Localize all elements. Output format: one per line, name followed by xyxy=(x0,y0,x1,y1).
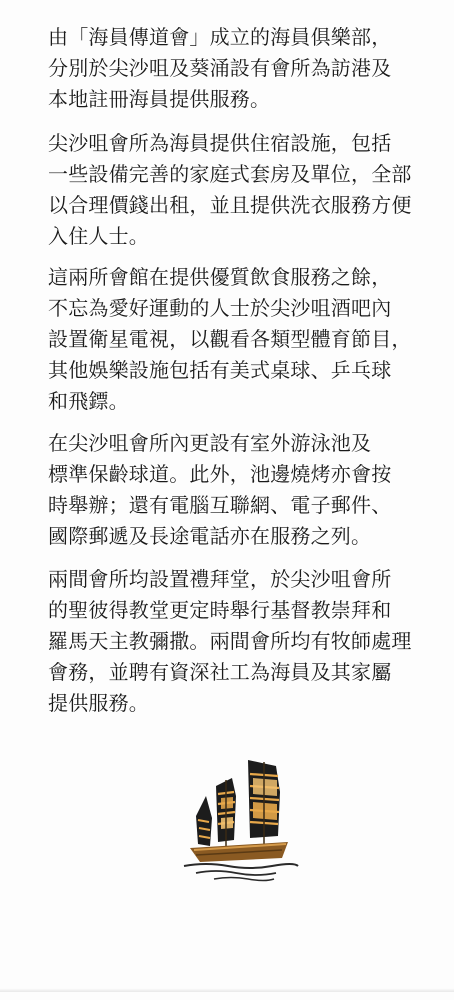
paragraph-line: 會務，並聘有資深社工為海員及其家屬 xyxy=(48,660,392,684)
paragraph-line: 在尖沙咀會所內更設有室外游泳池及 xyxy=(48,431,372,455)
paragraph-line: 這兩所會館在提供優質飲食服務之餘， xyxy=(48,265,392,289)
paragraph-5 xyxy=(48,564,420,719)
paragraph-line: 的聖彼得教堂更定時舉行基督教崇拜和 xyxy=(48,598,392,622)
paragraph-line: 其他娛樂設施包括有美式桌球、乒乓球 xyxy=(48,358,392,382)
junk-boat-icon xyxy=(176,756,306,886)
paragraph-line: 一些設備完善的家庭式套房及單位，全部 xyxy=(48,162,412,186)
paragraph-line: 入住人士。 xyxy=(48,224,149,248)
paragraph-line: 時舉辦；還有電腦互聯網、電子郵件、 xyxy=(48,493,392,517)
paragraph-line: 標準保齡球道。此外，池邊燒烤亦會按 xyxy=(48,462,392,486)
paragraph-1 xyxy=(48,22,420,115)
paragraph-line: 設置衛星電視，以觀看各類型體育節目， xyxy=(48,327,412,351)
page-edge xyxy=(0,988,454,992)
paragraph-line: 不忘為愛好運動的人士於尖沙咀酒吧內 xyxy=(48,296,392,320)
paragraph-line: 尖沙咀會所為海員提供住宿設施，包括 xyxy=(48,131,392,155)
paragraph-4 xyxy=(48,428,420,552)
paragraph-line: 羅馬天主教彌撒。兩間會所均有牧師處理 xyxy=(48,629,412,653)
paragraph-line: 兩間會所均設置禮拜堂，於尖沙咀會所 xyxy=(48,567,392,591)
paragraph-line: 提供服務。 xyxy=(48,691,149,715)
paragraph-line: 由「海員傳道會」成立的海員俱樂部， xyxy=(48,25,392,49)
paragraph-3 xyxy=(48,262,420,417)
paragraph-line: 以合理價錢出租，並且提供洗衣服務方便 xyxy=(48,193,412,217)
paragraph-line: 本地註冊海員提供服務。 xyxy=(48,87,271,111)
paragraph-line: 國際郵遞及長途電話亦在服務之列。 xyxy=(48,524,372,548)
paragraph-line: 和飛鏢。 xyxy=(48,389,129,413)
paragraph-line: 分別於尖沙咀及葵涌設有會所為訪港及 xyxy=(48,56,392,80)
paragraph-2 xyxy=(48,128,420,252)
